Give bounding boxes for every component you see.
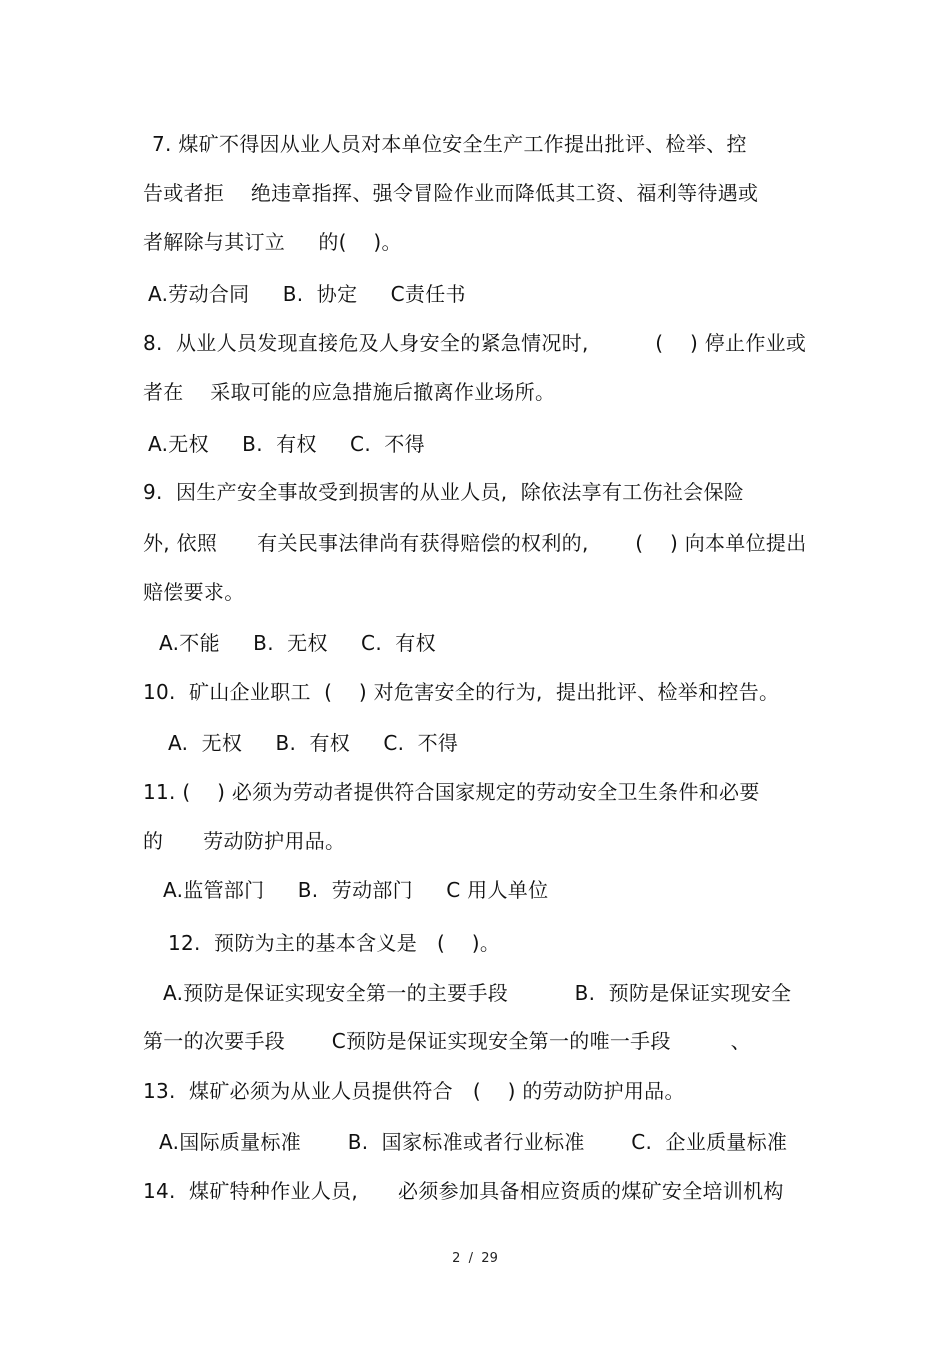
text-line: 12. 预防为主的基本含义是 ( )。 bbox=[168, 931, 501, 955]
text-line: A.不能 B. 无权 C. 有权 bbox=[159, 631, 436, 655]
text-line: 8. 从业人员发现直接危及人身安全的紧急情况时, ( ) 停止作业或 bbox=[143, 331, 807, 355]
text-line: 者解除与其订立 的( )。 bbox=[143, 230, 402, 254]
text-line: 赔偿要求。 bbox=[143, 580, 245, 604]
text-line: 者在 采取可能的应急措施后撤离作业场所。 bbox=[143, 380, 556, 404]
text-line: A.监管部门 B. 劳动部门 C 用人单位 bbox=[163, 878, 549, 902]
text-line: A.无权 B. 有权 C. 不得 bbox=[148, 432, 425, 456]
text-line: 告或者拒 绝违章指挥、强令冒险作业而降低其工资、福利等待遇或 bbox=[143, 181, 759, 205]
text-line: 13. 煤矿必须为从业人员提供符合 ( ) 的劳动防护用品。 bbox=[143, 1079, 685, 1103]
text-line: 11. ( ) 必须为劳动者提供符合国家规定的劳动安全卫生条件和必要 bbox=[143, 780, 760, 804]
text-line: 10. 矿山企业职工 ( ) 对危害安全的行为, 提出批评、检举和控告。 bbox=[143, 680, 780, 704]
text-line: A. 无权 B. 有权 C. 不得 bbox=[168, 731, 459, 755]
text-line: 外, 依照 有关民事法律尚有获得赔偿的权利的, ( ) 向本单位提出 bbox=[143, 531, 807, 555]
text-line: A.劳动合同 B. 协定 C责任书 bbox=[148, 282, 466, 306]
text-line: 的 劳动防护用品。 bbox=[143, 829, 346, 853]
text-line: A.预防是保证实现安全第一的主要手段 B. 预防是保证实现安全 bbox=[163, 981, 792, 1005]
page-number: 2 / 29 bbox=[452, 1251, 498, 1266]
text-line: A.国际质量标准 B. 国家标准或者行业标准 C. 企业质量标准 bbox=[159, 1130, 788, 1154]
text-line: 9. 因生产安全事故受到损害的从业人员, 除依法享有工伤社会保险 bbox=[143, 480, 745, 504]
text-line: 14. 煤矿特种作业人员, 必须参加具备相应资质的煤矿安全培训机构 bbox=[143, 1179, 784, 1203]
text-line: 第一的次要手段 C预防是保证实现安全第一的唯一手段 、 bbox=[143, 1029, 751, 1053]
text-line: 7. 煤矿不得因从业人员对本单位安全生产工作提出批评、检举、控 bbox=[152, 132, 747, 156]
